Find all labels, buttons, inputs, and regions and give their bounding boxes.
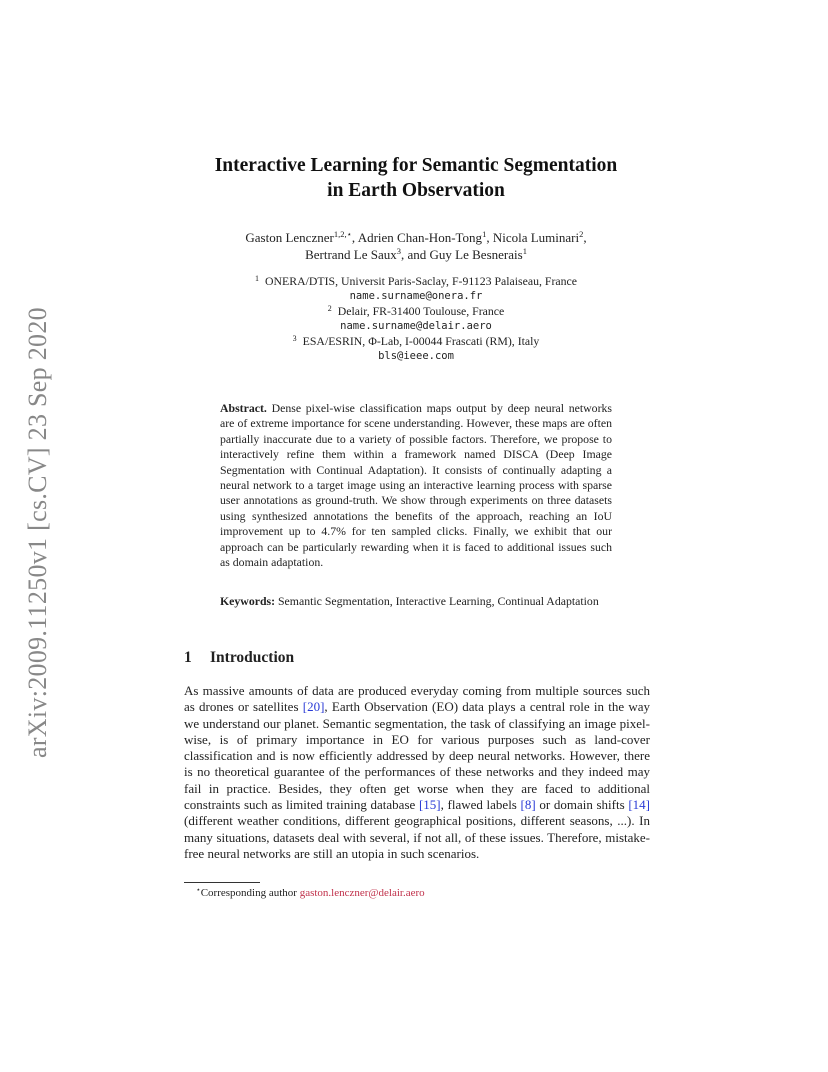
introduction-paragraph	[184, 683, 650, 862]
affiliation-text: ONERA/DTIS, Universit Paris-Saclay, F-91123 Palaiseau, France	[264, 274, 577, 288]
affiliation-3	[180, 334, 652, 349]
affiliation-mark: 3	[292, 334, 297, 343]
body-text: or domain shifts	[535, 797, 629, 813]
affiliation-2-email: name.surname@delair.aero	[340, 320, 492, 332]
keywords-label: Keywords:	[220, 594, 276, 608]
title-line-2: in Earth Observation	[327, 180, 505, 201]
author-name: , Adrien Chan-Hon-Tong	[351, 230, 483, 245]
body-text: , flawed labels	[440, 797, 521, 813]
author-affil-mark: 1	[482, 229, 487, 239]
keywords	[220, 594, 630, 609]
paper-title	[150, 153, 682, 203]
affiliation-mark: 2	[327, 304, 332, 313]
affiliation-3-email: bls@ieee.com	[378, 350, 454, 362]
body-text: , Earth Observation (EO) data plays a central role in the way we understand our planet. Semantic segmentation, the task of classifying an image pixel-wise, is of primary importance in EO for various purposes such as land-cover classification and is now efficiently addressed by deep neural networks. However, there is no theoretical guarantee of the performances of these networks and they indeed may fail in practice. Besides, they often get worse when they are faced to additional constraints such as limited training database	[184, 699, 650, 813]
author-affil-mark: 1	[522, 246, 527, 256]
author-affil-mark: 2	[579, 229, 584, 239]
footnote-text: Corresponding author	[200, 887, 300, 899]
body-text: As massive amounts of data are produced everyday coming from multiple sources such as drones or satellites	[184, 683, 650, 715]
section-title: Introduction	[210, 649, 295, 666]
affiliation-1-email: name.surname@onera.fr	[349, 290, 483, 302]
affiliation-text: ESA/ESRIN, Φ-Lab, I-00044 Frascati (RM), Italy	[302, 334, 540, 348]
author-line-2	[180, 246, 652, 263]
author-name: Bertrand Le Saux	[305, 247, 397, 262]
footnote-mark: ⋆	[196, 885, 201, 894]
abstract	[220, 401, 612, 570]
author-list	[180, 229, 652, 263]
section-number: 1	[184, 649, 192, 666]
body-text: (different weather conditions, different geographical positions, different seasons, ...). In many situations, datasets deal with several, if not all, of these issues. Therefore, mistake-free neural networks are still an utopia in such scenarios.	[184, 813, 650, 861]
author-separator: ,	[583, 230, 587, 245]
section-heading	[184, 649, 294, 667]
affiliations	[180, 274, 652, 364]
abstract-label: Abstract.	[220, 401, 267, 415]
citation-link[interactable]: [8]	[520, 797, 536, 813]
citation-link[interactable]: [15]	[418, 797, 441, 813]
author-name: , and Guy Le Besnerais	[401, 247, 523, 262]
author-affil-mark: 3	[396, 246, 402, 256]
title-line-1: Interactive Learning for Semantic Segmentation	[214, 155, 618, 176]
affiliation-mark: 1	[254, 274, 259, 283]
affiliation-1	[180, 274, 652, 289]
corresponding-email-link[interactable]: gaston.lenczner@delair.aero	[299, 887, 425, 899]
affiliation-text: Delair, FR-31400 Toulouse, France	[337, 304, 505, 318]
author-affil-mark: 1,2,⋆	[333, 229, 352, 239]
author-name: Gaston Lenczner	[245, 230, 334, 245]
abstract-text: Dense pixel-wise classification maps output by deep neural networks are of extreme importance for scene understanding. However, these maps are often partially inaccurate due to a variety of possible factors. Therefore, we propose to interactively refine them within a framework named DISCA (Deep Image Segmentation with Continual Adaptation). It consists of continually adapting a neural network to a target image using an interactive learning process with sparse user annotations as ground-truth. We show through experiments on three datasets using synthesized annotations the benefits of the approach, reaching an IoU improvement up to 4.7% for ten sampled clicks. Finally, we exhibit that our approach can be particularly rewarding when it is faced to additional issues such as domain adaptation.	[220, 401, 612, 570]
arxiv-identifier-stamp: arXiv:2009.11250v1 [cs.CV] 23 Sep 2020	[23, 307, 52, 758]
keywords-text: Semantic Segmentation, Interactive Learning, Continual Adaptation	[278, 594, 599, 608]
citation-link[interactable]: [14]	[628, 797, 650, 813]
author-line-1	[180, 229, 652, 246]
footnote	[196, 886, 425, 900]
affiliation-2	[180, 304, 652, 319]
citation-link[interactable]: [20]	[302, 699, 325, 715]
author-name: , Nicola Luminari	[486, 230, 580, 245]
footnote-divider	[184, 882, 260, 883]
